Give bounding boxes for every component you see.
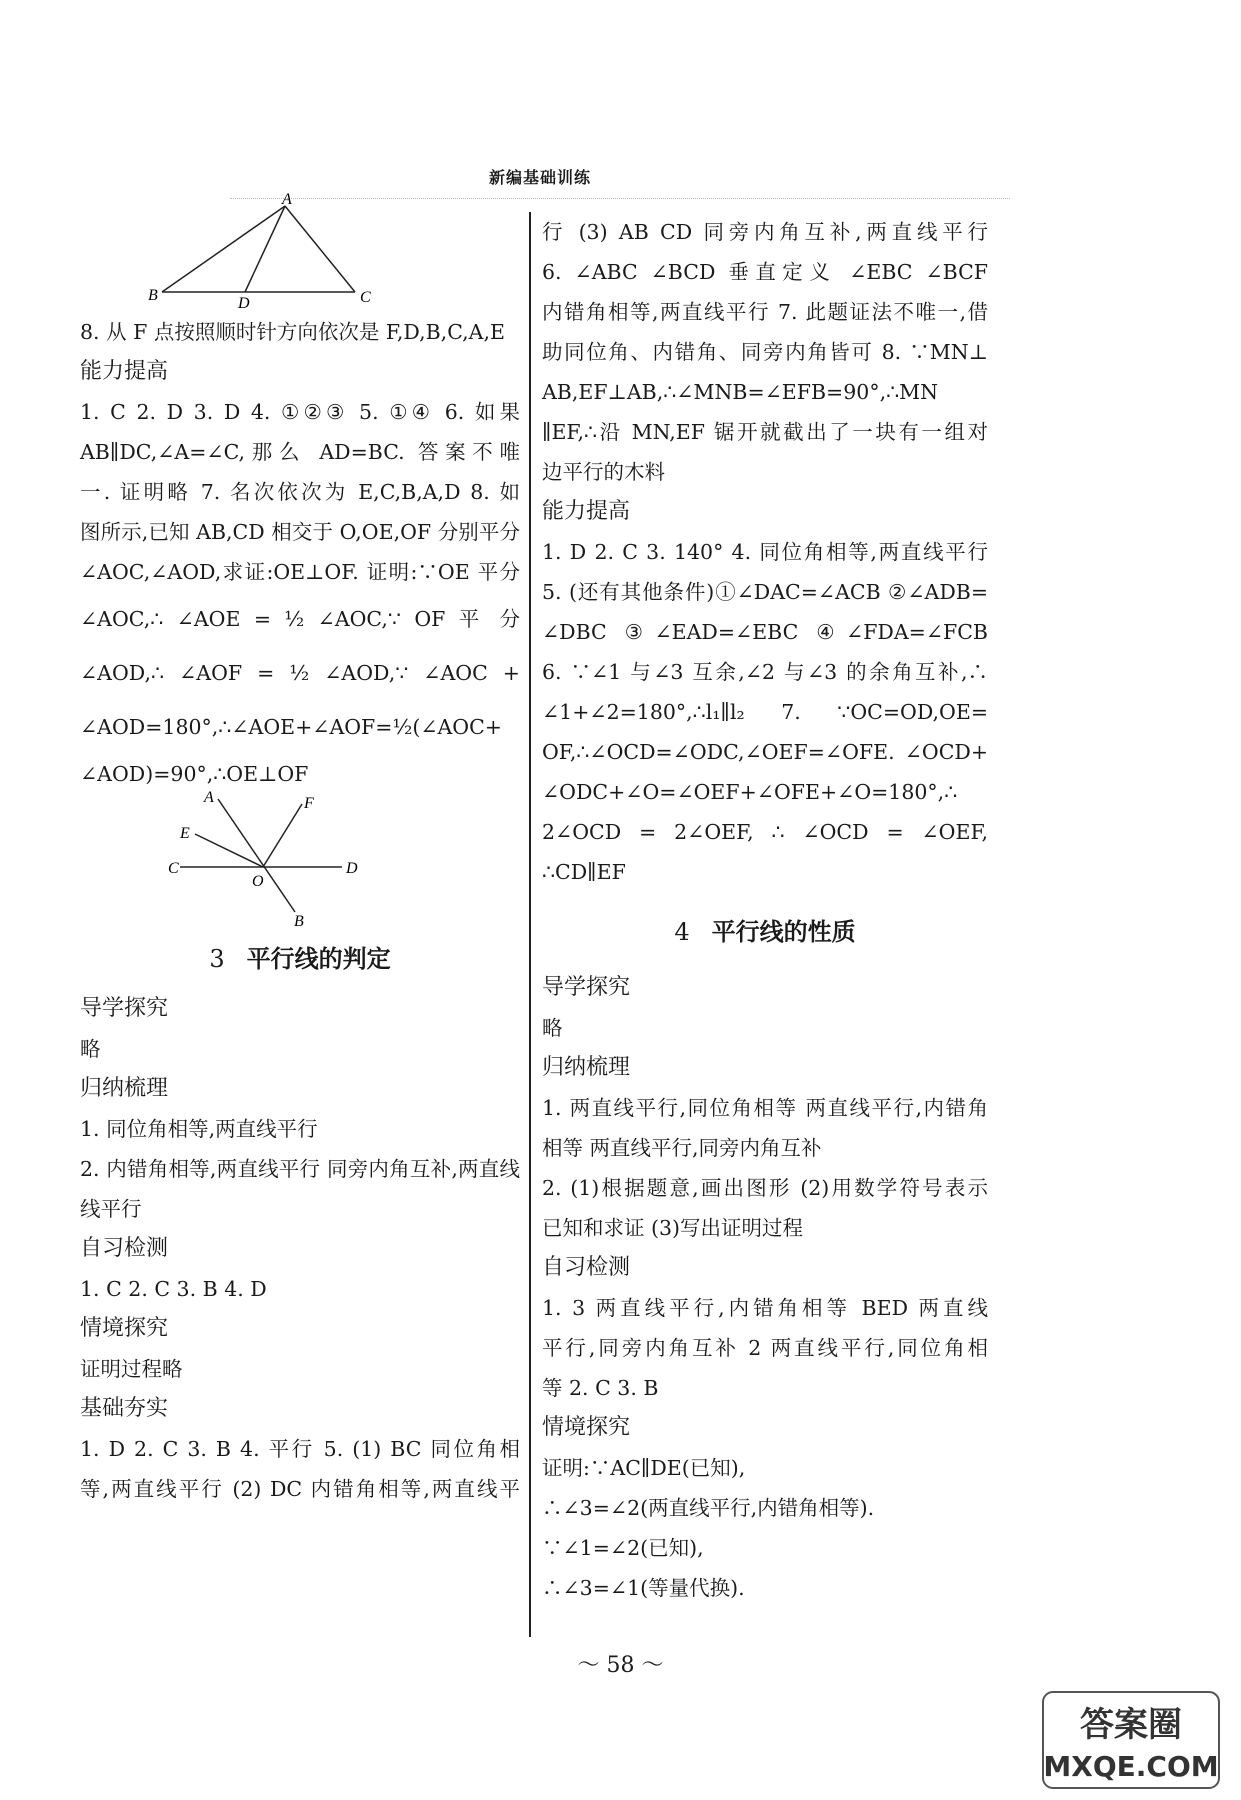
answer-line: ∠AOC,∴ ∠AOE = ½ ∠AOC,∵ OF 平 分 <box>80 607 520 631</box>
answer-line: ∠AOD,∴ ∠AOF = ½ ∠AOD,∵ ∠AOC + <box>80 661 520 685</box>
section-heading-daoxue: 导学探究 <box>80 996 169 1021</box>
answer-line: 2∠OCD = 2∠OEF, ∴ ∠OCD = ∠OEF, <box>542 820 988 844</box>
figure-label-c: C <box>168 860 179 877</box>
answer-line: 等 2. C 3. B <box>542 1376 659 1400</box>
answer-line: ∥EF,∴沿 MN,EF 锯开就截出了一块有一组对 <box>542 420 988 444</box>
answer-line: 1. 两直线平行,同位角相等 两直线平行,内错角 <box>542 1096 988 1120</box>
answer-line: 证明:∵AC∥DE(已知), <box>542 1456 746 1480</box>
answer-line: 略 <box>80 1037 101 1061</box>
section-title-3 <box>80 929 520 989</box>
section-heading-qingjing: 情境探究 <box>80 1316 169 1341</box>
section-number: 4 <box>674 918 690 946</box>
answer-line: ∠1+∠2=180°,∴l₁∥l₂ 7. ∵OC=OD,OE= <box>542 700 988 724</box>
section-number: 3 <box>209 945 225 973</box>
answer-line: 1. 同位角相等,两直线平行 <box>80 1117 318 1141</box>
section-heading-zixi: 自习检测 <box>542 1255 631 1280</box>
answer-line: AB∥DC,∠A=∠C,那么 AD=BC. 答案不唯 <box>80 440 520 464</box>
answer-line: ∠AOD)=90°,∴OE⊥OF <box>80 762 309 786</box>
figure-label-o: O <box>252 873 264 890</box>
figure-label-b: B <box>294 913 304 930</box>
answer-line: ∠DBC ③∠EAD=∠EBC ④∠FDA=∠FCB <box>542 620 988 644</box>
answer-line: 内错角相等,两直线平行 7. 此题证法不唯一,借 <box>542 300 988 324</box>
page-header-title: 新编基础训练 <box>488 168 591 187</box>
answer-line: ∴∠3=∠2(两直线平行,内错角相等). <box>542 1496 875 1520</box>
figure-label-d: D <box>346 860 358 877</box>
answer-line: 边平行的木料 <box>542 460 665 484</box>
answer-line: 平行,同旁内角互补 2 两直线平行,同位角相 <box>542 1336 988 1360</box>
section-heading-zixi: 自习检测 <box>80 1236 169 1261</box>
watermark-line-2: MXQE.COM <box>1043 1750 1219 1783</box>
answer-line: ∠ODC+∠O=∠OEF+∠OFE+∠O=180°,∴ <box>542 780 958 804</box>
answer-line: 等,两直线平行 (2) DC 内错角相等,两直线平 <box>80 1477 520 1501</box>
answer-line: 1. D 2. C 3. B 4. 平行 5. (1) BC 同位角相 <box>80 1437 520 1461</box>
page-number: ～ 58 ～ <box>577 1653 664 1678</box>
triangle-label-b: B <box>148 287 158 304</box>
triangle-figure <box>80 191 520 312</box>
section-title-text: 平行线的性质 <box>711 918 856 946</box>
answer-line: OF,∴∠OCD=∠ODC,∠OEF=∠OFE. ∠OCD+ <box>542 740 988 764</box>
section-heading-nengli: 能力提高 <box>80 359 169 384</box>
triangle-label-a: A <box>282 191 292 208</box>
answer-line: 证明过程略 <box>80 1357 183 1381</box>
figure-label-e: E <box>180 825 190 842</box>
section-heading-nengli: 能力提高 <box>542 499 631 524</box>
answer-line: 略 <box>542 1016 563 1040</box>
section-heading-qingjing: 情境探究 <box>542 1415 631 1440</box>
section-title-text: 平行线的判定 <box>246 945 391 973</box>
answer-line: 图所示,已知 AB,CD 相交于 O,OE,OF 分别平分 <box>80 520 520 544</box>
triangle-label-c: C <box>360 289 371 306</box>
column-divider <box>529 212 531 1637</box>
intersecting-lines-figure <box>80 789 520 930</box>
answer-line: 行 (3) AB CD 同旁内角互补,两直线平行 <box>542 220 988 244</box>
figure-label-f: F <box>304 795 314 812</box>
answer-line: 1. D 2. C 3. 140° 4. 同位角相等,两直线平行 <box>542 540 988 564</box>
answer-line: ∴CD∥EF <box>542 860 626 884</box>
answer-line: AB,EF⊥AB,∴∠MNB=∠EFB=90°,∴MN <box>542 380 939 404</box>
watermark-logo <box>1041 1690 1221 1790</box>
answer-line: 6. ∠ABC ∠BCD 垂直定义 ∠EBC ∠BCF <box>542 260 988 284</box>
answer-line: 一. 证明略 7. 名次依次为 E,C,B,A,D 8. 如 <box>80 480 520 504</box>
answer-line: 相等 两直线平行,同旁内角互补 <box>542 1136 822 1160</box>
answer-line: 1. C 2. D 3. D 4. ①②③ 5. ①④ 6. 如果 <box>80 400 520 424</box>
header-divider <box>230 198 1010 199</box>
answer-line: 8. 从 F 点按照顺时针方向依次是 F,D,B,C,A,E <box>80 320 505 344</box>
answer-line: 1. 3 两直线平行,内错角相等 BED 两直线 <box>542 1296 988 1320</box>
left-column <box>80 191 520 1509</box>
figure-label-a: A <box>204 789 214 806</box>
section-heading-guina: 归纳梳理 <box>542 1055 631 1080</box>
section-heading-jichu: 基础夯实 <box>80 1396 169 1421</box>
watermark-line-1: 答案圈 <box>1080 1705 1182 1745</box>
answer-line: ∠AOC,∠AOD,求证:OE⊥OF. 证明:∵OE 平分 <box>80 560 520 584</box>
answer-line: 2. 内错角相等,两直线平行 同旁内角互补,两直线 <box>80 1157 520 1181</box>
answer-line: 5. (还有其他条件)①∠DAC=∠ACB ②∠ADB= <box>542 580 988 604</box>
answer-line: ∵∠1=∠2(已知), <box>542 1536 704 1560</box>
section-title-4 <box>542 902 988 962</box>
answer-line: ∠AOD=180°,∴∠AOE+∠AOF=½(∠AOC+ <box>80 715 502 739</box>
answer-line: ∴∠3=∠1(等量代换). <box>542 1576 745 1600</box>
section-heading-daoxue: 导学探究 <box>542 975 631 1000</box>
answer-line: 线平行 <box>80 1197 142 1221</box>
answer-line: 已知和求证 (3)写出证明过程 <box>542 1216 804 1240</box>
right-column <box>542 212 988 1608</box>
answer-line: 助同位角、内错角、同旁内角皆可 8. ∵MN⊥ <box>542 340 988 364</box>
answer-line: 1. C 2. C 3. B 4. D <box>80 1277 267 1301</box>
section-heading-guina: 归纳梳理 <box>80 1076 169 1101</box>
answer-line: 6. ∵∠1 与∠3 互余,∠2 与∠3 的余角互补,∴ <box>542 660 988 684</box>
triangle-label-d: D <box>238 295 250 312</box>
answer-line: 2. (1)根据题意,画出图形 (2)用数学符号表示 <box>542 1176 988 1200</box>
